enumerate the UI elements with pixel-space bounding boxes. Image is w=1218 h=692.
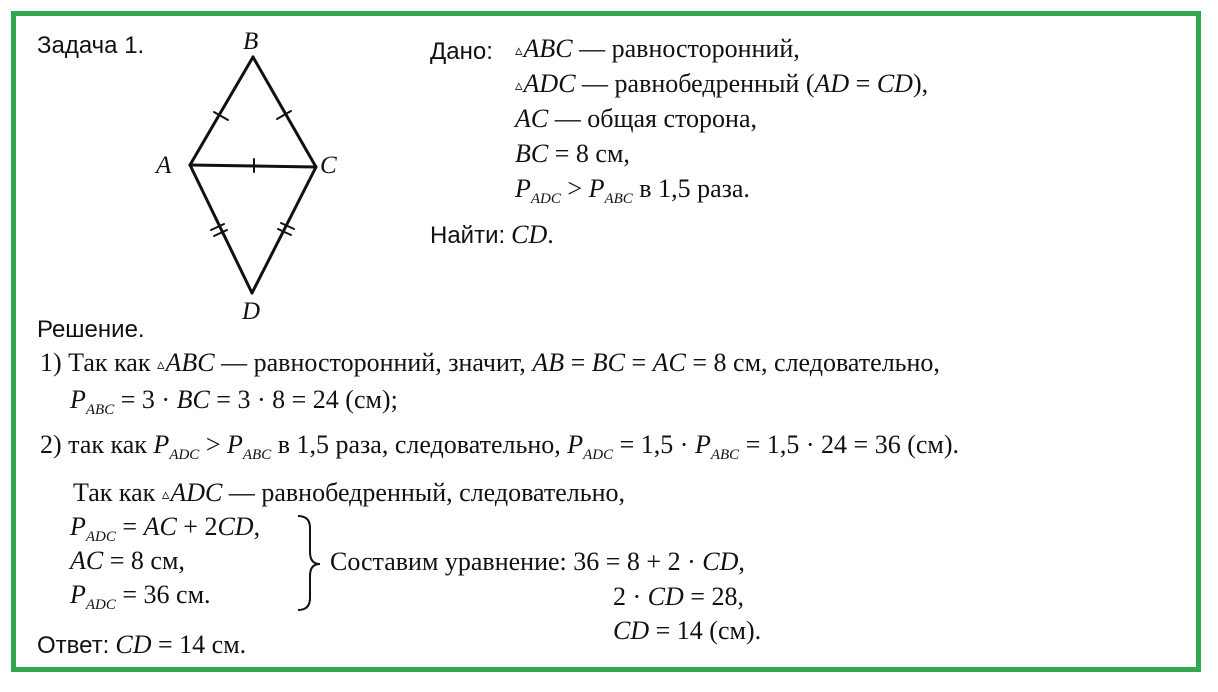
- vertex-label-a: A: [156, 152, 172, 179]
- task-title: Задача 1.: [37, 32, 145, 59]
- vertex-label-d: D: [242, 298, 261, 325]
- equation-line-3: CD = 14 (см).: [613, 616, 762, 645]
- given-line-2: ▵ADC — равнобедренный (AD = CD),: [515, 69, 929, 98]
- solution-heading: Решение.: [37, 316, 145, 343]
- vertex-label-b: B: [243, 28, 259, 55]
- given-line-1: ▵ABC — равносторонний,: [515, 34, 800, 63]
- given-line-4: BC = 8 см,: [515, 139, 630, 168]
- equation-line-2: 2 · CD = 28,: [613, 582, 744, 611]
- vertex-label-c: C: [320, 152, 337, 179]
- solution-step-1-perimeter: $P_{ABC} = 3$ · BC = 3 · 8 = 24 (см);: [70, 385, 398, 418]
- equation-line-1: Составим уравнение: 36 = 8 + 2 · CD,: [330, 547, 745, 576]
- solution-step-3: Так как ▵ADC — равнобедренный, следовательно,: [73, 478, 626, 507]
- system-line-1: $P_{ADC}$ = AC + 2CD,: [70, 512, 261, 545]
- given-line-5: $P_{ADC} > P_{ABC}$ в 1,5 раза.: [515, 174, 750, 207]
- system-line-3: $P_{ADC} = 36$ см.: [70, 580, 211, 613]
- find-line: Найти: CD.: [430, 220, 554, 249]
- answer-line: Ответ: CD = 14 см.: [37, 630, 247, 659]
- given-heading: Дано:: [430, 38, 493, 65]
- solution-step-2: 2) так как $P_{ADC} > P_{ABC}$ в 1,5 раза, следовательно, $P_{ADC} = 1,5 \cdot P_{ABC} = 1,5 \cdot 24 = 36$ (см).: [40, 430, 959, 463]
- given-line-3: AC — общая сторона,: [515, 104, 757, 133]
- solution-step-1: 1) Так как ▵ABC — равносторонний, значит, AB = BC = AC = 8 см, следовательно,: [40, 348, 940, 377]
- system-line-2: AC = 8 см,: [70, 546, 185, 575]
